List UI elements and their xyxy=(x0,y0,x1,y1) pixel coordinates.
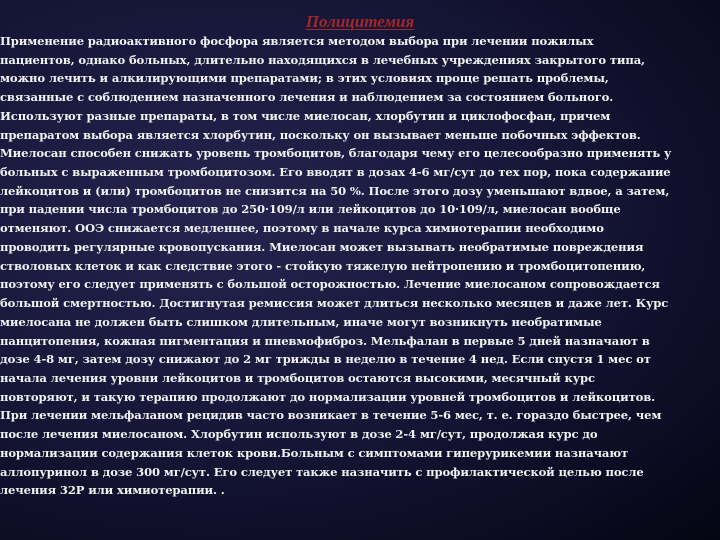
body-text-line: нормализации содержания клеток крови.Больным с симптомами гиперурикемии назначают xyxy=(0,445,629,460)
body-text-line: отменяют. ООЭ снижается медленнее, поэтому в начале курса химиотерапии необходимо xyxy=(0,221,604,236)
body-text-line: Используют разные препараты, в том числе миелосан, хлорбутин и циклофосфан, причем xyxy=(0,108,611,123)
body-text-line: начала лечения уровни лейкоцитов и тромбоцитов остаются высокими, месячный курс xyxy=(0,370,595,385)
body-text-line: можно лечить и алкилирующими препаратами; в этих условиях проще решать проблемы, xyxy=(0,71,609,86)
body-text-line: связанные с соблюдением назначенного лечения и наблюдением за состоянием больного. xyxy=(0,90,614,105)
slide-body-text xyxy=(0,32,720,500)
body-text-line: панцитопения, кожная пигментация и пневмофиброз. Мельфалан в первые 5 дней назначают в xyxy=(0,333,650,348)
body-text-line: препаратом выбора является хлорбутин, поскольку он вызывает меньше побочных эффектов. xyxy=(0,127,641,142)
body-text-line: при падении числа тромбоцитов до 250·109/л или лейкоцитов до 10·109/л, миелосан вообще xyxy=(0,202,621,217)
body-text-line: повторяют, и такую терапию продолжают до нормализации уровней тромбоцитов и лейкоцитов. xyxy=(0,389,655,404)
body-text-line: Применение радиоактивного фосфора является методом выбора при лечении пожилых xyxy=(0,34,594,48)
body-text-line: лейкоцитов и (или) тромбоцитов не снизится на 50 %. После этого дозу уменьшают вдвое, а затем, xyxy=(0,183,670,198)
slide-title: Полицитемия xyxy=(305,12,415,31)
body-text-line: после лечения миелосаном. Хлорбутин используют в дозе 2-4 мг/сут, продолжая курс до xyxy=(0,427,598,442)
body-text-line: стволовых клеток и как следствие этого - стойкую тяжелую нейтропению и тромбоцитопению, xyxy=(0,258,646,273)
body-text-line: проводить регулярные кровопускания. Миелосан может вызывать необратимые повреждения xyxy=(0,239,644,254)
body-text-line: аллопуринол в дозе 300 мг/сут. Его следует также назначить с профилактической целью после xyxy=(0,464,644,479)
body-text-line: дозе 4-8 мг, затем дозу снижают до 2 мг трижды в неделю в течение 4 нед. Если спустя 1 мес от xyxy=(0,352,651,367)
body-text-line: больных с выраженным тромбоцитозом. Его вводят в дозах 4-6 мг/сут до тех пор, пока содержание xyxy=(0,165,671,180)
body-text-line: лечения 32Р или химиотерапии. . xyxy=(0,483,225,498)
body-text-line: пациентов, однако больных, длительно находящихся в лечебных учреждениях закрытого типа, xyxy=(0,52,645,67)
body-text-line: Миелосан способен снижать уровень тромбоцитов, благодаря чему его целесообразно применять у xyxy=(0,146,672,161)
body-text-line: При лечении мельфаланом рецидив часто возникает в течение 5-6 мес, т. е. гораздо быстрее, чем xyxy=(0,408,662,423)
body-text-line: большой смертностью. Достигнутая ремиссия может длиться несколько месяцев и даже лет. Курс xyxy=(0,296,669,311)
body-text-line: миелосана не должен быть слишком длительным, иначе могут возникнуть необратимые xyxy=(0,314,602,329)
body-text-line: поэтому его следует применять с большой осторожностью. Лечение миелосаном сопровождается xyxy=(0,277,660,292)
